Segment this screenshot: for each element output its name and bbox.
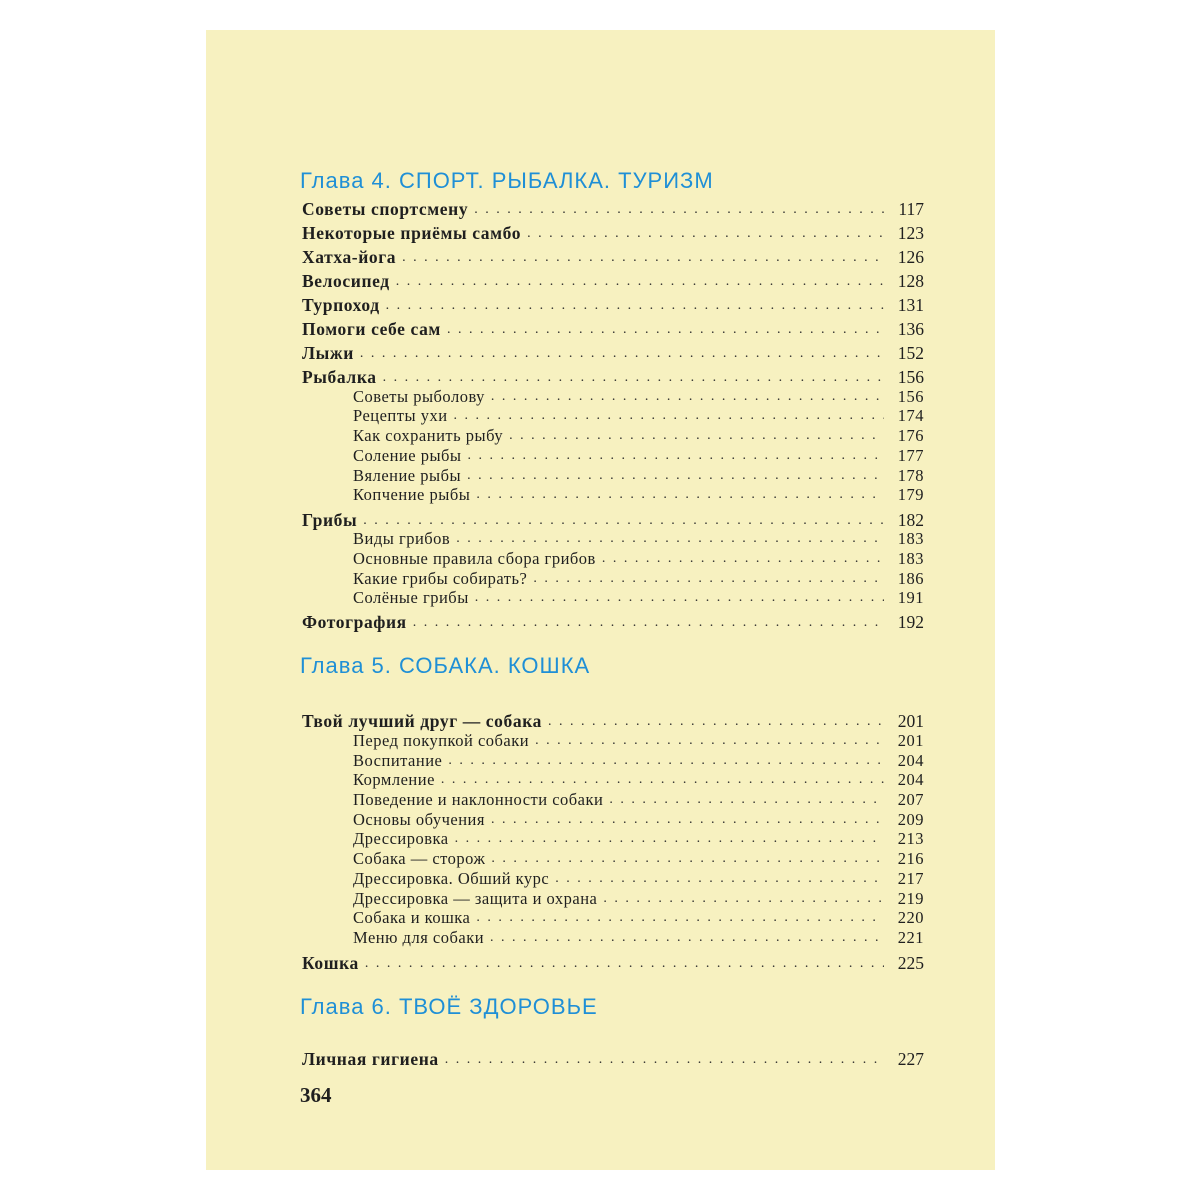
toc-entry-page: 221 (897, 928, 924, 947)
toc-entry-page: 191 (897, 588, 924, 607)
toc-entry-page: 177 (897, 446, 924, 465)
toc-entry-page: 225 (897, 953, 924, 973)
leader-dots (474, 199, 884, 221)
toc-entry-page: 183 (897, 529, 924, 548)
leader-dots (468, 445, 884, 467)
toc-entry (302, 1048, 924, 1070)
toc-entry-page: 183 (897, 549, 924, 568)
toc-entry-label: Воспитание (353, 751, 443, 770)
leader-dots (386, 295, 884, 317)
toc-entry (302, 952, 924, 974)
toc-entry-label: Собака и кошка (353, 908, 471, 927)
leader-dots (476, 907, 884, 929)
toc-entry-label: Фотография (302, 612, 407, 632)
toc-entry-page: 220 (897, 908, 924, 927)
leader-dots (413, 612, 884, 634)
leader-dots (491, 848, 884, 870)
toc-entry-label: Советы спортсмену (302, 199, 469, 219)
toc-entry-label: Грибы (302, 510, 358, 530)
toc-entry (302, 366, 924, 388)
toc-entry-label: Виды грибов (353, 529, 451, 548)
toc-entry (302, 270, 924, 292)
leader-dots (402, 247, 884, 269)
leader-dots (475, 587, 884, 609)
toc-entry-page: 209 (897, 810, 924, 829)
toc-entry-label: Некоторые приёмы самбо (302, 223, 522, 243)
toc-entry-page: 117 (898, 199, 924, 219)
toc-subentry (353, 848, 924, 870)
toc-entry (302, 294, 924, 316)
leader-dots (447, 319, 884, 341)
toc-entry-page: 186 (897, 569, 924, 588)
leader-dots (509, 425, 884, 447)
toc-subentry (353, 769, 924, 791)
leader-dots (456, 528, 884, 550)
leader-dots (455, 828, 884, 850)
toc-subentry (353, 927, 924, 949)
toc-entry (302, 222, 924, 244)
toc-subentry (353, 405, 924, 427)
toc-entry-page: 174 (897, 406, 924, 425)
chapter-title: Глава 6. ТВОЁ ЗДОРОВЬЕ (300, 994, 598, 1019)
leader-dots (527, 223, 884, 245)
toc-subentry (353, 528, 924, 550)
leader-dots (609, 789, 884, 811)
toc-entry-page: 176 (897, 426, 924, 445)
toc-entry-page: 182 (897, 510, 924, 530)
toc-entry-label: Лыжи (302, 343, 354, 363)
toc-entry-label: Копчение рыбы (353, 485, 471, 504)
page-number: 364 (300, 1083, 332, 1107)
toc-entry-label: Велосипед (302, 271, 390, 291)
toc-subentry (353, 445, 924, 467)
toc-subentry (353, 484, 924, 506)
toc-entry-label: Дрессировка (353, 829, 449, 848)
toc-entry-label: Основы обучения (353, 810, 485, 829)
toc-entry (302, 198, 924, 220)
toc-entry-page: 128 (897, 271, 924, 291)
toc-entry-page: 152 (897, 343, 924, 363)
toc-entry-page: 156 (897, 387, 924, 406)
leader-dots (445, 1049, 884, 1071)
toc-entry-page: 201 (897, 711, 924, 731)
toc-entry-page: 204 (897, 770, 924, 789)
toc-entry-page: 201 (897, 731, 924, 750)
toc-entry-page: 178 (897, 466, 924, 485)
chapter-title: Глава 5. СОБАКА. КОШКА (300, 653, 591, 678)
toc-entry-page: 192 (897, 612, 924, 632)
leader-dots (490, 927, 884, 949)
toc-entry-label: Солёные грибы (353, 588, 469, 607)
toc-entry-label: Дрессировка — защита и охрана (353, 889, 598, 908)
toc-subentry (353, 789, 924, 811)
toc-subentry (353, 907, 924, 929)
leader-dots (535, 730, 884, 752)
toc-entry-label: Кормление (353, 770, 435, 789)
toc-entry (302, 318, 924, 340)
toc-entry-label: Соление рыбы (353, 446, 462, 465)
toc-entry (302, 611, 924, 633)
toc-entry-label: Поведение и наклонности собаки (353, 790, 604, 809)
toc-entry-label: Хатха-йога (302, 247, 397, 267)
toc-entry-page: 136 (897, 319, 924, 339)
toc-entry-label: Собака — сторож (353, 849, 486, 868)
toc-entry-label: Твой лучший друг — собака (302, 711, 542, 731)
leader-dots (454, 405, 884, 427)
toc-entry-page: 207 (897, 790, 924, 809)
toc-entry-label: Дрессировка. Обший курс (353, 869, 550, 888)
leader-dots (441, 769, 884, 791)
toc-entry-page: 213 (897, 829, 924, 848)
toc-entry-page: 123 (897, 223, 924, 243)
toc-entry-label: Личная гигиена (302, 1049, 439, 1069)
toc-subentry (353, 425, 924, 447)
toc-entry-page: 204 (897, 751, 924, 770)
toc-entry-page: 219 (897, 889, 924, 908)
toc-entry-label: Рецепты ухи (353, 406, 448, 425)
toc-subentry (353, 730, 924, 752)
toc-entry-label: Перед покупкой собаки (353, 731, 530, 750)
toc-entry-label: Основные правила сбора грибов (353, 549, 596, 568)
toc-subentry (353, 548, 924, 570)
toc-entry-label: Рыбалка (302, 367, 377, 387)
leader-dots (360, 343, 884, 365)
toc-subentry (353, 868, 924, 890)
toc-entry-label: Какие грибы собирать? (353, 569, 528, 588)
toc-entry (302, 342, 924, 364)
toc-entry-page: 227 (897, 1049, 924, 1069)
toc-entry-page: 131 (897, 295, 924, 315)
toc-entry-page: 179 (897, 485, 924, 504)
toc-entry-page: 156 (897, 367, 924, 387)
toc-entry-label: Советы рыболову (353, 387, 485, 406)
toc-subentry (353, 828, 924, 850)
toc-entry-label: Помоги себе сам (302, 319, 441, 339)
chapter-title: Глава 4. СПОРТ. РЫБАЛКА. ТУРИЗМ (300, 168, 714, 193)
toc-entry-label: Кошка (302, 953, 359, 973)
toc-entry-page: 126 (897, 247, 924, 267)
book-page (206, 30, 995, 1170)
leader-dots (555, 868, 884, 890)
toc-subentry (353, 587, 924, 609)
leader-dots (365, 953, 884, 975)
toc-entry-label: Вяление рыбы (353, 466, 462, 485)
toc-entry-label: Меню для собаки (353, 928, 485, 947)
toc-entry-page: 217 (897, 869, 924, 888)
leader-dots (602, 548, 884, 570)
toc-entry-page: 216 (897, 849, 924, 868)
toc-entry-label: Как сохранить рыбу (353, 426, 504, 445)
toc-entry-label: Турпоход (302, 295, 380, 315)
leader-dots (396, 271, 884, 293)
toc-entry (302, 246, 924, 268)
toc-entry (302, 710, 924, 732)
leader-dots (476, 484, 884, 506)
